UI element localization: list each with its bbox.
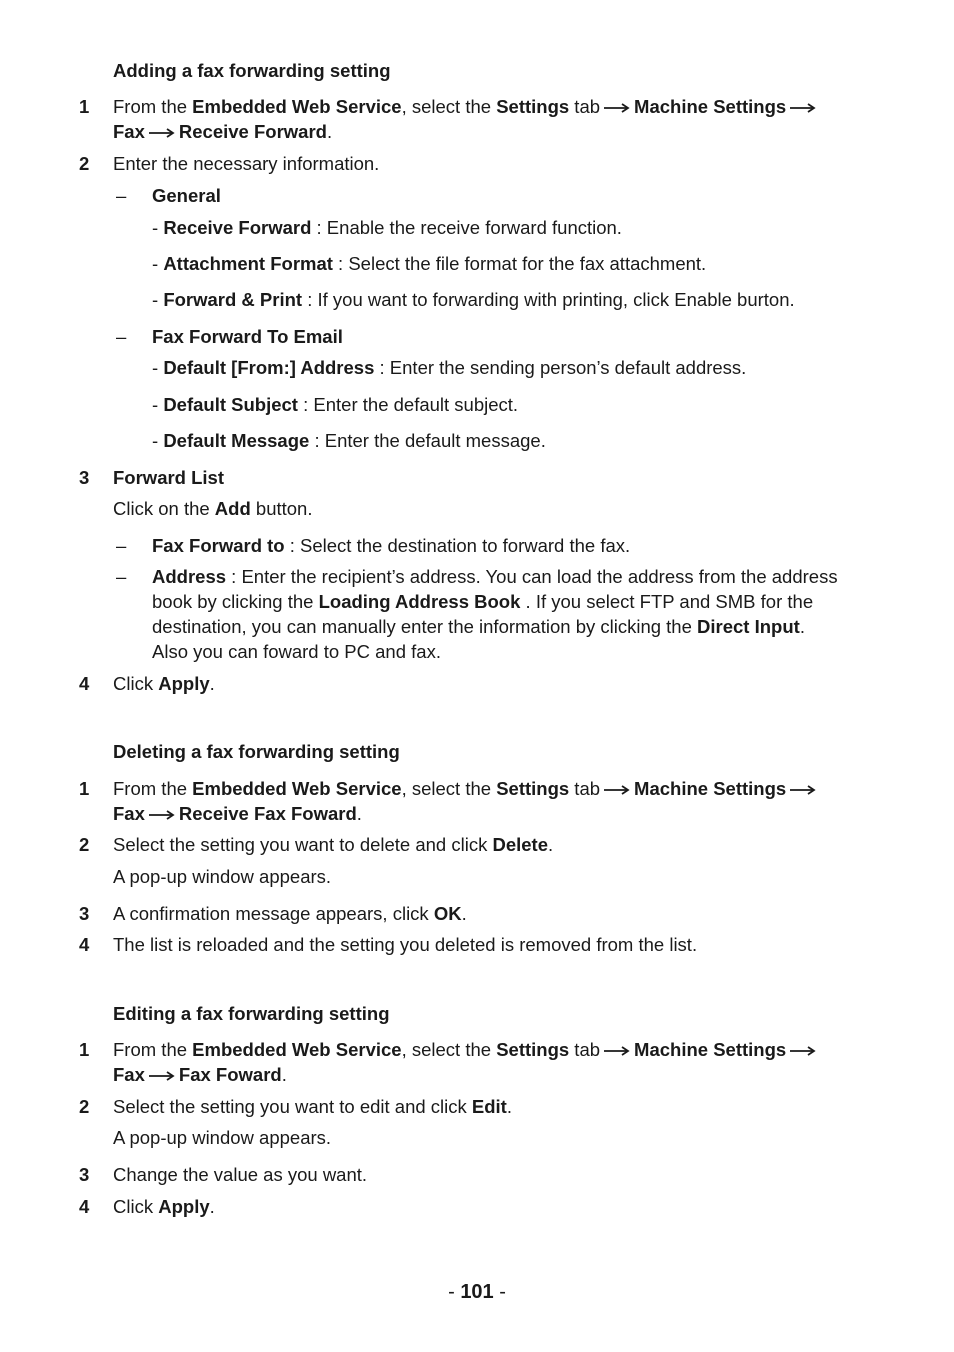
term: Attachment Format: [163, 253, 333, 274]
list-item: [152, 564, 838, 589]
text: : Enter the default subject.: [297, 394, 519, 415]
text: From the: [113, 1039, 193, 1060]
arrow-right-icon: [604, 785, 630, 795]
text: .: [209, 673, 215, 694]
list-item: [152, 355, 746, 380]
step-label-forward-list: Forward List: [113, 467, 225, 488]
settings-label: Settings: [496, 1039, 570, 1060]
dash-bullet: –: [116, 326, 127, 347]
page-number: [0, 1280, 954, 1305]
text: , select the: [401, 778, 497, 799]
settings-label: Settings: [496, 778, 570, 799]
text: Click on the: [113, 498, 215, 519]
machine-settings-label: Machine Settings: [634, 1039, 787, 1060]
step-text: [113, 832, 553, 857]
step-number: 3: [79, 903, 90, 924]
ok-label: OK: [433, 903, 462, 924]
arrow-right-icon: [604, 1046, 630, 1056]
add-label: Add: [214, 498, 251, 519]
text: -: [152, 357, 164, 378]
text: Select the setting you want to delete and click: [113, 834, 493, 855]
text: -: [152, 289, 164, 310]
step-text: Enter the necessary information.: [113, 153, 380, 174]
text: .: [799, 616, 805, 637]
text: : Enable the receive forward function.: [311, 217, 622, 238]
text: tab: [569, 96, 601, 117]
step-text: [113, 94, 820, 119]
section-heading-editing: Editing a fax forwarding setting: [113, 1003, 390, 1024]
step-note: A pop-up window appears.: [113, 866, 332, 887]
step-number: 1: [79, 96, 90, 117]
step-number: 4: [79, 673, 90, 694]
arrow-right-icon: [149, 810, 175, 820]
subsection-general: General: [152, 185, 221, 206]
list-item-cont: [152, 614, 805, 639]
edit-label: Edit: [471, 1096, 507, 1117]
text: .: [281, 1064, 287, 1085]
apply-label: Apply: [158, 673, 210, 694]
step-text: Change the value as you want.: [113, 1164, 368, 1185]
fax-label: Fax: [113, 803, 145, 824]
subsection-fax-forward-email: Fax Forward To Email: [152, 326, 343, 347]
text: button.: [250, 498, 313, 519]
receive-forward-label: Receive Forward: [178, 121, 327, 142]
list-item: [152, 251, 706, 276]
list-item: [152, 428, 546, 453]
machine-settings-label: Machine Settings: [634, 778, 787, 799]
arrow-right-icon: [149, 128, 175, 138]
term: Address: [152, 566, 227, 587]
text: -: [152, 217, 164, 238]
step-text-cont: [113, 801, 362, 826]
text: , select the: [401, 1039, 497, 1060]
text: tab: [569, 1039, 601, 1060]
step-note: A pop-up window appears.: [113, 1127, 332, 1148]
step-text-cont: [113, 1062, 287, 1087]
text: .: [461, 903, 467, 924]
step-number: 2: [79, 834, 90, 855]
text: A confirmation message appears, click: [113, 903, 434, 924]
list-item-cont: [152, 589, 813, 614]
text: : Select the destination to forward the fax.: [284, 535, 631, 556]
text: From the: [113, 96, 193, 117]
text: : Enter the default message.: [309, 430, 546, 451]
text: -: [152, 430, 164, 451]
step-number: 2: [79, 1096, 90, 1117]
step-number: 3: [79, 1164, 90, 1185]
text: -: [152, 394, 164, 415]
text: .: [506, 1096, 512, 1117]
text: .: [548, 834, 554, 855]
step-number: 4: [79, 1196, 90, 1217]
step-number: 3: [79, 467, 90, 488]
term: Direct Input: [697, 616, 800, 637]
term: Receive Forward: [163, 217, 312, 238]
list-item: [152, 215, 622, 240]
step-number: 2: [79, 153, 90, 174]
term: Forward & Print: [163, 289, 303, 310]
step-number: 1: [79, 1039, 90, 1060]
dash-bullet: –: [116, 535, 127, 556]
dash-bullet: –: [116, 566, 127, 587]
term: Default [From:] Address: [163, 357, 375, 378]
fax-foward-label: Fax Foward: [178, 1064, 282, 1085]
text: , select the: [401, 96, 497, 117]
step-number: 1: [79, 778, 90, 799]
term: Fax Forward to: [152, 535, 285, 556]
list-item: [152, 533, 630, 558]
term: Default Message: [163, 430, 310, 451]
step-text: [113, 671, 215, 696]
ews-label: Embedded Web Service: [192, 96, 402, 117]
machine-settings-label: Machine Settings: [634, 96, 787, 117]
arrow-right-icon: [790, 785, 816, 795]
settings-label: Settings: [496, 96, 570, 117]
term: Loading Address Book: [318, 591, 521, 612]
arrow-right-icon: [149, 1071, 175, 1081]
list-item: [152, 392, 518, 417]
text: -: [493, 1281, 506, 1303]
step-text-cont: [113, 119, 332, 144]
text: : If you want to forwarding with printing, click Enable burton.: [302, 289, 795, 310]
text: Select the setting you want to edit and click: [113, 1096, 472, 1117]
text: : Enter the sending person’s default address.: [374, 357, 747, 378]
step-text: [113, 496, 312, 521]
text: .: [209, 1196, 215, 1217]
step-text: [113, 901, 467, 926]
section-heading-deleting: Deleting a fax forwarding setting: [113, 741, 400, 762]
text: .: [326, 121, 333, 142]
step-text: The list is reloaded and the setting you deleted is removed from the list.: [113, 934, 698, 955]
step-number: 4: [79, 934, 90, 955]
apply-label: Apply: [158, 1196, 210, 1217]
arrow-right-icon: [790, 103, 816, 113]
text: destination, you can manually enter the information by clicking the: [152, 616, 698, 637]
text: . If you select FTP and SMB for the: [520, 591, 814, 612]
receive-fax-foward-label: Receive Fax Foward: [178, 803, 357, 824]
page-number-value: 101: [460, 1281, 494, 1303]
step-text: [113, 1037, 820, 1062]
step-text: [113, 776, 820, 801]
step-text: [113, 1194, 215, 1219]
text: book by clicking the: [152, 591, 319, 612]
arrow-right-icon: [604, 103, 630, 113]
text: : Select the file format for the fax attachment.: [332, 253, 707, 274]
ews-label: Embedded Web Service: [192, 1039, 402, 1060]
text: Click: [113, 1196, 159, 1217]
text: : Enter the recipient’s address. You can load the address from the address: [226, 566, 838, 587]
fax-label: Fax: [113, 121, 145, 142]
text: From the: [113, 778, 193, 799]
text: .: [356, 803, 362, 824]
ews-label: Embedded Web Service: [192, 778, 402, 799]
dash-bullet: –: [116, 185, 127, 206]
list-item-cont: Also you can foward to PC and fax.: [152, 641, 441, 662]
text: -: [152, 253, 164, 274]
text: -: [448, 1281, 461, 1303]
list-item: [152, 287, 795, 312]
arrow-right-icon: [790, 1046, 816, 1056]
delete-label: Delete: [492, 834, 549, 855]
term: Default Subject: [163, 394, 298, 415]
step-text: [113, 1094, 512, 1119]
fax-label: Fax: [113, 1064, 145, 1085]
section-heading-adding: Adding a fax forwarding setting: [113, 60, 391, 81]
text: tab: [569, 778, 601, 799]
text: Click: [113, 673, 159, 694]
